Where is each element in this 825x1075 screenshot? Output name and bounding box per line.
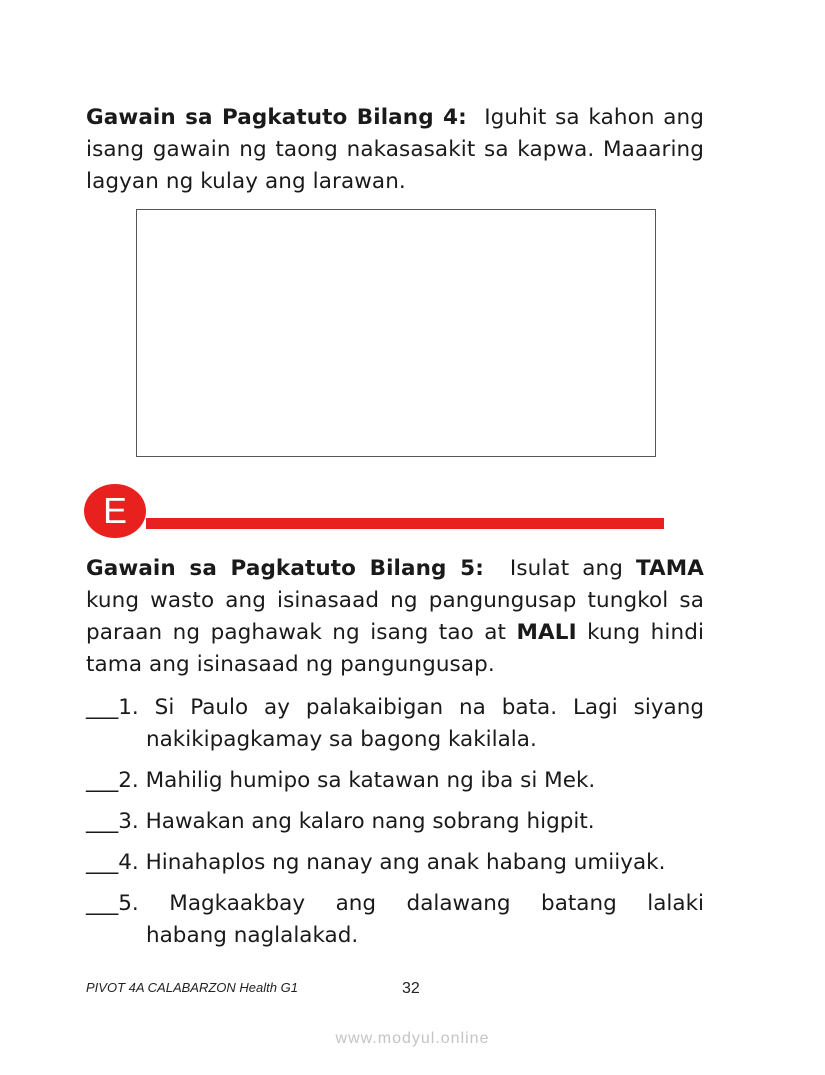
list-item <box>86 806 704 838</box>
drawing-box <box>136 209 656 457</box>
activity-4-instruction: Iguhit sa kahon ang isang gawain ng taong nakasasakit sa kapwa. Maaaring lagyan ng kulay ang larawan. <box>86 105 704 194</box>
watermark: www.modyul.online <box>335 1030 490 1047</box>
item-1-line-1: ___1. Si Paulo ay palakaibigan na bata. Lagi siyang <box>86 695 704 720</box>
activity-4-paragraph <box>86 102 704 198</box>
item-3-line-1: ___3. Hawakan ang kalaro nang sobrang higpit. <box>86 809 595 834</box>
item-2-line-1: ___2. Mahilig humipo sa katawan ng iba si Mek. <box>86 768 596 793</box>
item-1-line-2: nakikipagkamay sa bagong kakilala. <box>146 727 537 752</box>
item-4-line-1: ___4. Hinahaplos ng nanay ang anak habang umiiyak. <box>86 850 666 875</box>
activity-5-text-3: kung hindi tama ang isinasaad ng pangungusap. <box>86 620 705 677</box>
activity-5-text-2: kung wasto ang isinasaad ng pangungusap tungkol sa paraan ng paghawak ng isang tao at <box>86 588 704 645</box>
footer-source: PIVOT 4A CALABARZON Health G1 <box>86 980 298 995</box>
section-badge-e: E <box>84 484 146 538</box>
keyword-tama: TAMA <box>635 556 705 581</box>
list-item <box>86 692 704 756</box>
section-divider-line <box>146 518 664 529</box>
activity-5-title: Gawain sa Pagkatuto Bilang 5: <box>86 556 484 581</box>
list-item <box>86 847 704 879</box>
activity-5-paragraph <box>86 553 704 681</box>
item-5-line-2: habang naglalakad. <box>146 923 359 948</box>
item-5-line-1: ___5. Magkaakbay ang dalawang batang lalaki <box>86 891 704 916</box>
page-number: 32 <box>402 980 420 997</box>
activity-4-title: Gawain sa Pagkatuto Bilang 4: <box>86 105 467 130</box>
keyword-mali: MALI <box>516 620 577 645</box>
activity-5-text-1: Isulat ang <box>509 556 623 581</box>
list-item <box>86 765 704 797</box>
list-item <box>86 888 704 952</box>
